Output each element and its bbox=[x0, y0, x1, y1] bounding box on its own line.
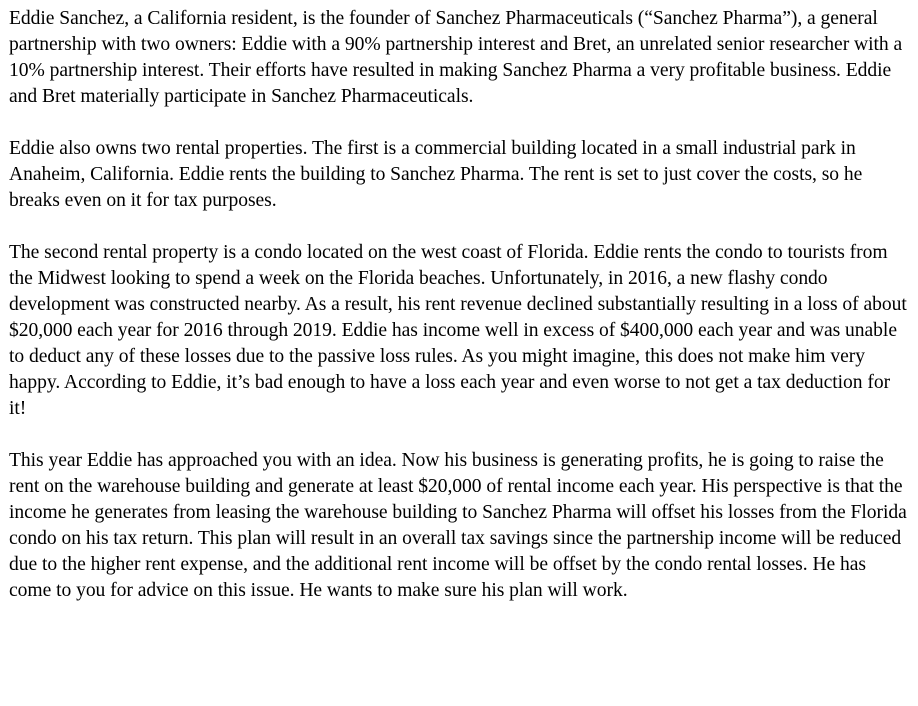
paragraph-rent-plan: This year Eddie has approached you with an idea. Now his business is generating profits, he is going to raise the rent on the warehouse building and generate at least $20,000 of rental income each year. His perspective is that the income he generates from leasing the warehouse building to Sanchez Pharma will offset his losses from the Florida condo on his tax return. This plan will result in an overall tax savings since the partnership income will be reduced due to the higher rent expense, and the additional rent income will be offset by the condo rental losses. He has come to you for advice on this issue. He wants to make sure his plan will work. bbox=[9, 450, 907, 601]
paragraph-anaheim-rental: Eddie also owns two rental properties. The first is a commercial building located in a small industrial park in Anaheim, California. Eddie rents the building to Sanchez Pharma. The rent is set to just cover the costs, so he breaks even on it for tax purposes. bbox=[9, 138, 863, 211]
paragraph-florida-condo: The second rental property is a condo located on the west coast of Florida. Eddie rents the condo to tourists from the Midwest looking to spend a week on the Florida beaches. Unfortunately, in 2016, a new flashy condo development was constructed nearby. As a result, his rent revenue declined substantially resulting in a loss of about $20,000 each year for 2016 through 2019. Eddie has income well in excess of $400,000 each year and was unable to deduct any of these losses due to the passive loss rules. As you might imagine, this does not make him very happy. According to Eddie, it’s bad enough to have a loss each year and even worse to not get a tax deduction for it! bbox=[9, 242, 907, 419]
paragraph-partnership-background: Eddie Sanchez, a California resident, is the founder of Sanchez Pharmaceuticals (“Sanchez Pharma”), a general partnership with two owners: Eddie with a 90% partnership interest and Bret, an unrelated senior researcher with a 10% partnership interest. Their efforts have resulted in making Sanchez Pharma a very profitable business. Eddie and Bret materially participate in Sanchez Pharmaceuticals. bbox=[9, 8, 903, 107]
